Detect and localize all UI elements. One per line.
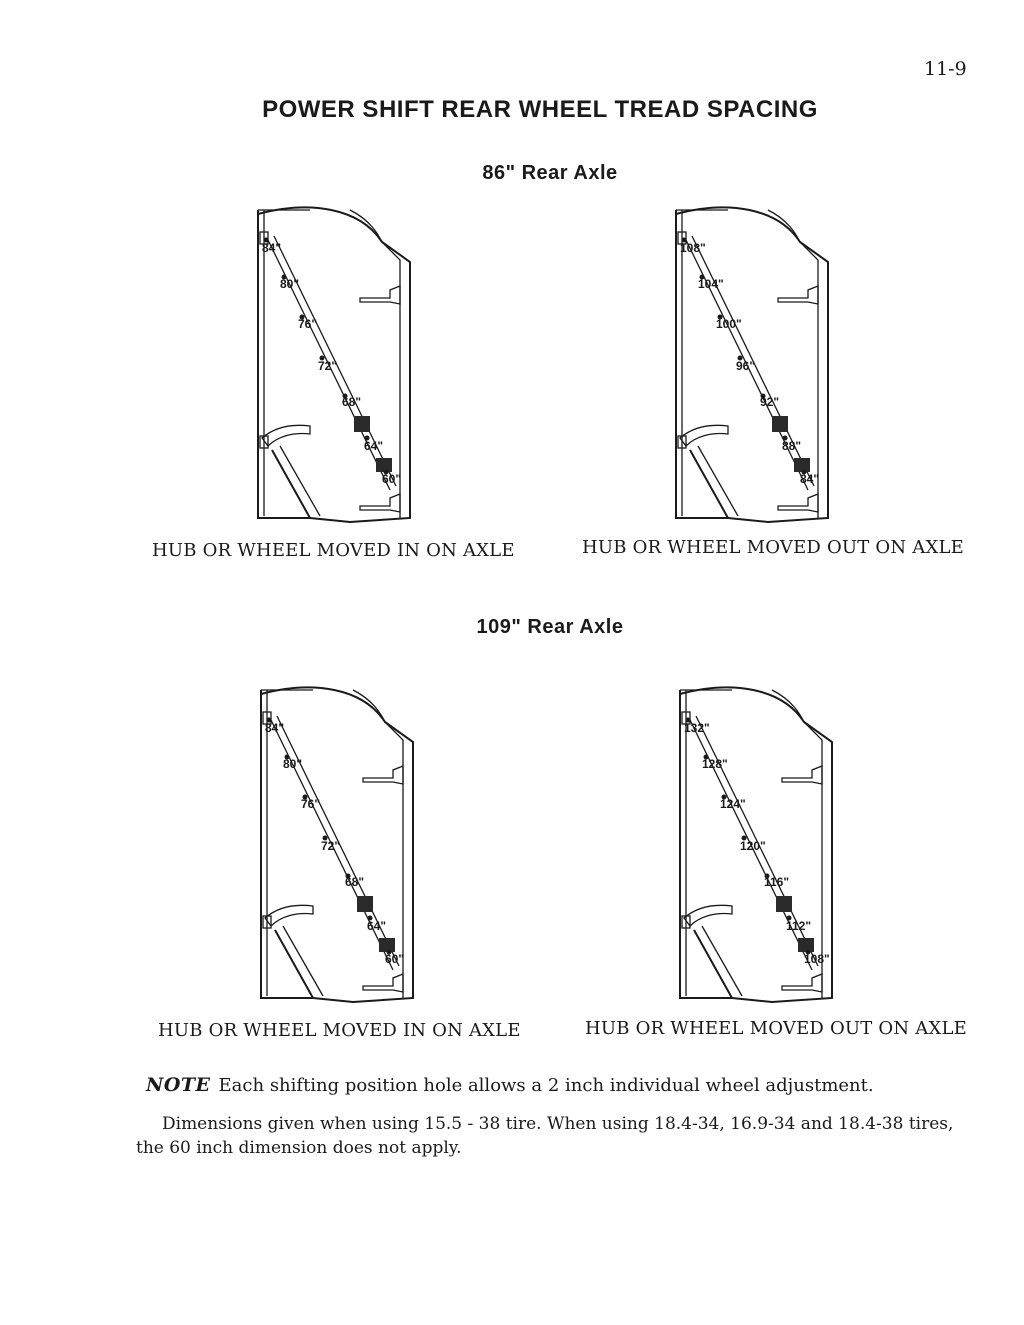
dimensions-note-line-1: Dimensions given when using 15.5 - 38 tire. When using 18.4-34, 16.9-34 and 18.4-38 tires,: [162, 1114, 954, 1134]
dimension-label: 64": [367, 919, 387, 933]
hub-block-lower: [376, 458, 392, 472]
hub-block-upper: [354, 416, 370, 432]
bracket-right-upper: [778, 286, 818, 304]
page-title: POWER SHIFT REAR WHEEL TREAD SPACING: [262, 96, 818, 123]
dimension-label: 108": [680, 241, 706, 255]
bracket-right-upper: [782, 766, 822, 784]
lower-strap-a: [272, 450, 310, 518]
note: [146, 1074, 874, 1096]
dimension-label: 84": [265, 721, 285, 735]
dimension-label: 92": [760, 395, 780, 409]
bracket-left-lower: [265, 905, 313, 926]
bracket-right-lower: [363, 974, 403, 992]
dimension-label: 80": [283, 757, 303, 771]
dimension-label: 76": [301, 797, 321, 811]
bracket-right-lower: [360, 494, 400, 512]
hub-block-upper: [776, 896, 792, 912]
dimension-label: 88": [782, 439, 802, 453]
bracket-left-lower: [680, 425, 728, 446]
dimension-label: 120": [740, 839, 766, 853]
dimension-label: 64": [364, 439, 384, 453]
hub-block-upper: [357, 896, 373, 912]
dimension-label: 112": [786, 919, 812, 933]
caption-86-moved-out: HUB OR WHEEL MOVED OUT ON AXLE: [582, 537, 964, 558]
dimension-label: 84": [800, 472, 820, 486]
dimension-label: 108": [804, 952, 830, 966]
bracket-right-upper: [363, 766, 403, 784]
caption-109-moved-out: HUB OR WHEEL MOVED OUT ON AXLE: [585, 1018, 967, 1039]
dimension-label: 76": [298, 317, 318, 331]
dimension-label: 84": [262, 241, 282, 255]
section-title-86-rear-axle: 86" Rear Axle: [482, 162, 618, 184]
caption-109-moved-in: HUB OR WHEEL MOVED IN ON AXLE: [158, 1020, 521, 1041]
page-number: 11-9: [924, 58, 967, 80]
bracket-right-lower: [782, 974, 822, 992]
caption-86-moved-in: HUB OR WHEEL MOVED IN ON AXLE: [152, 540, 515, 561]
wheel-diagram-86-moved-in: [250, 200, 425, 530]
dimension-label: 104": [698, 277, 724, 291]
hub-block-lower: [798, 938, 814, 952]
dimension-label: 68": [342, 395, 362, 409]
lower-strap-b: [283, 926, 323, 996]
bracket-right-lower: [778, 494, 818, 512]
lower-strap-a: [690, 450, 728, 518]
dimension-label: 80": [280, 277, 300, 291]
bracket-right-upper: [360, 286, 400, 304]
lower-strap-a: [275, 930, 313, 998]
wheel-diagram-109-moved-in: [253, 680, 428, 1010]
lower-strap-a: [694, 930, 732, 998]
dimension-label: 68": [345, 875, 365, 889]
dimension-label: 100": [716, 317, 742, 331]
note-label: NOTE: [146, 1074, 211, 1096]
dimensions-note-line-2: the 60 inch dimension does not apply.: [136, 1138, 462, 1158]
dimension-label: 72": [318, 359, 338, 373]
lower-strap-b: [280, 446, 320, 516]
bracket-left-lower: [684, 905, 732, 926]
wheel-diagram-86-moved-out: [668, 200, 843, 530]
hub-block-lower: [794, 458, 810, 472]
note-text: Each shifting position hole allows a 2 inch individual wheel adjustment.: [218, 1075, 874, 1096]
hub-block-lower: [379, 938, 395, 952]
section-title-109-rear-axle: 109" Rear Axle: [476, 616, 624, 638]
dimension-label: 60": [385, 952, 405, 966]
dimension-label: 72": [321, 839, 341, 853]
dimension-label: 60": [382, 472, 402, 486]
lower-strap-b: [698, 446, 738, 516]
wheel-diagram-109-moved-out: [672, 680, 847, 1010]
dimension-label: 124": [720, 797, 746, 811]
dimension-label: 132": [684, 721, 710, 735]
lower-strap-b: [702, 926, 742, 996]
dimension-label: 116": [764, 875, 790, 889]
dimension-label: 128": [702, 757, 728, 771]
bracket-left-lower: [262, 425, 310, 446]
hub-block-upper: [772, 416, 788, 432]
dimension-label: 96": [736, 359, 756, 373]
